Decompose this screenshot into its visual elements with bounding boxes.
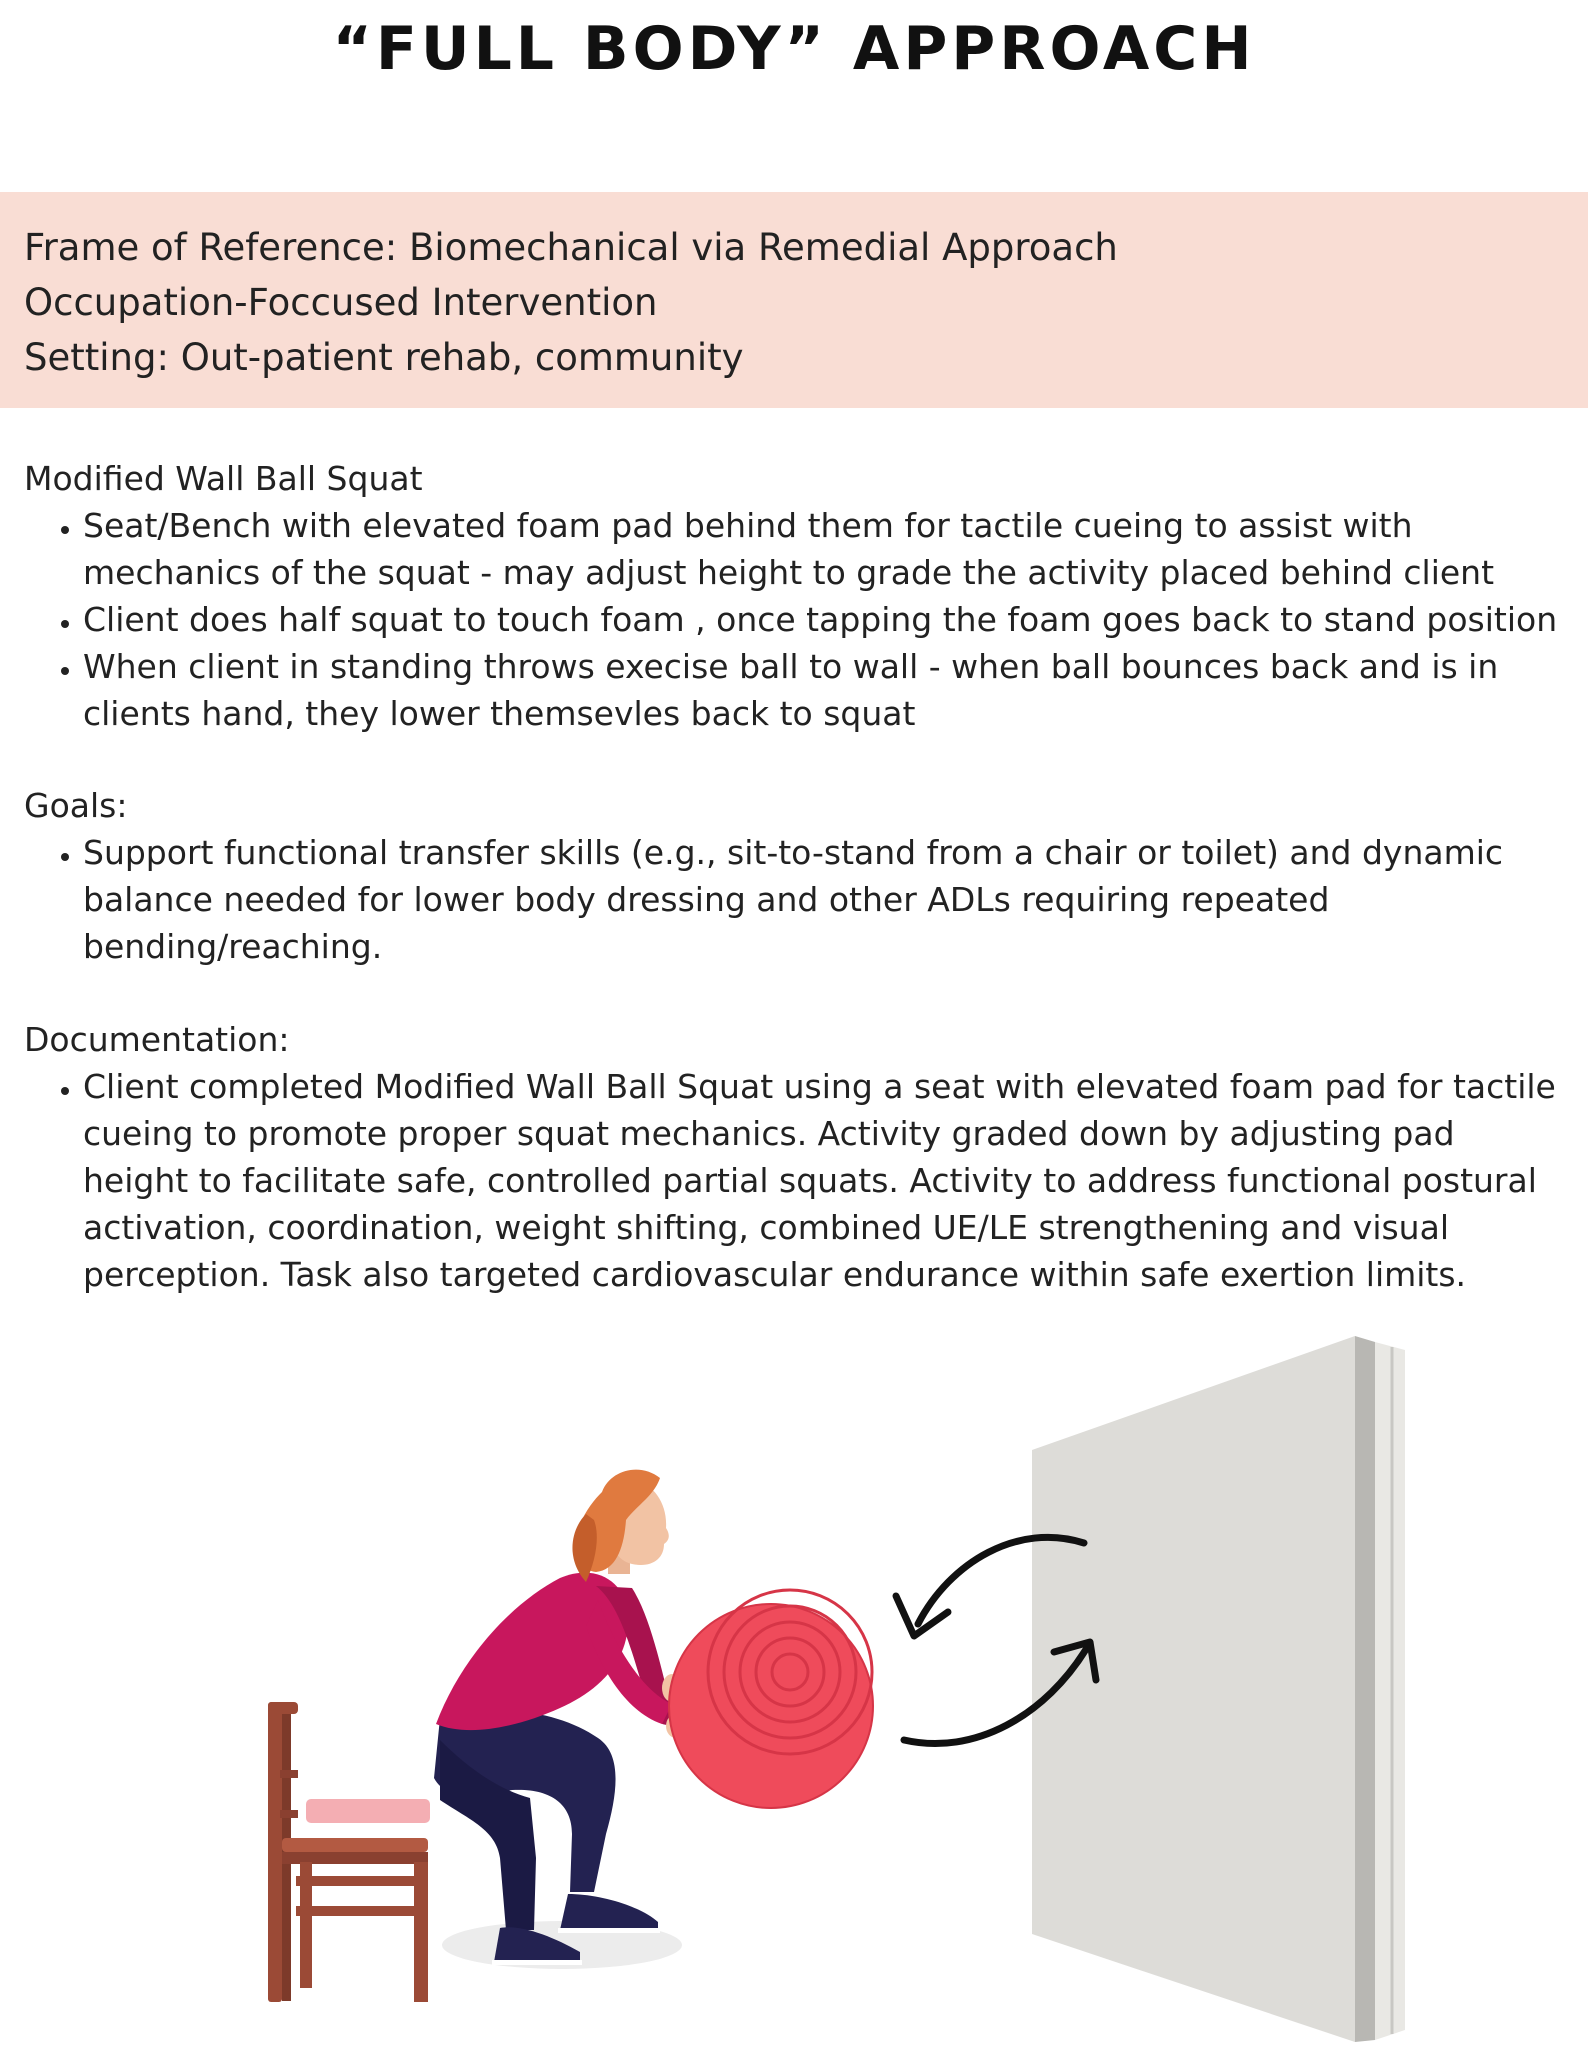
activity-section — [24, 455, 1564, 737]
activity-bullet: • When client in standing throws execise ball to wall - when ball bounces back and is in clients hand, they lower themsevles back to squat — [83, 643, 1564, 737]
wall-icon — [1032, 1336, 1405, 2042]
documentation-list — [24, 1063, 1564, 1298]
goals-bullet: • Support functional transfer skills (e.g., sit-to-stand from a chair or toilet) and dynamic balance needed for lower body dressing and other ADLs requiring repeated bending/reaching. — [83, 829, 1564, 970]
activity-heading: Modified Wall Ball Squat — [24, 459, 423, 498]
documentation-bullet: • Client completed Modified Wall Ball Squat using a seat with elevated foam pad for tactile cueing to promote proper squat mechanics. Activity graded down by adjusting pad height to facilitate safe, controlled partial squats. Activity to address functional postural activation, coordination, weight shifting, combined UE/LE strengthening and visual perception. Task also targeted cardiovascular endurance within safe exertion limits. — [83, 1063, 1564, 1298]
page-title: “FULL BODY” APPROACH — [332, 14, 1256, 84]
frame-of-reference-line: Frame of Reference: Biomechanical via Remedial Approach — [24, 226, 1118, 269]
documentation-heading: Documentation: — [24, 1020, 290, 1059]
activity-bullet: • Seat/Bench with elevated foam pad behind them for tactile cueing to assist with mechanics of the squat - may adjust height to grade the activity placed behind client — [83, 502, 1564, 596]
goals-heading: Goals: — [24, 786, 128, 825]
goals-list — [24, 829, 1564, 970]
foam-pad-icon — [306, 1799, 430, 1823]
chair-icon — [268, 1702, 428, 2002]
intervention-type-line: Occupation-Foccused Intervention — [24, 281, 658, 324]
exercise-ball-icon — [669, 1590, 873, 1808]
documentation-section — [24, 1016, 1564, 1298]
activity-bullet: • Client does half squat to touch foam , once tapping the foam goes back to stand position — [83, 596, 1564, 643]
frame-of-reference-band — [0, 192, 1588, 408]
activity-list — [24, 502, 1564, 737]
setting-line: Setting: Out-patient rehab, community — [24, 336, 744, 379]
wall-ball-squat-illustration — [0, 1310, 1588, 2050]
goals-section — [24, 782, 1564, 970]
woman-squatting-icon — [434, 1470, 686, 1965]
